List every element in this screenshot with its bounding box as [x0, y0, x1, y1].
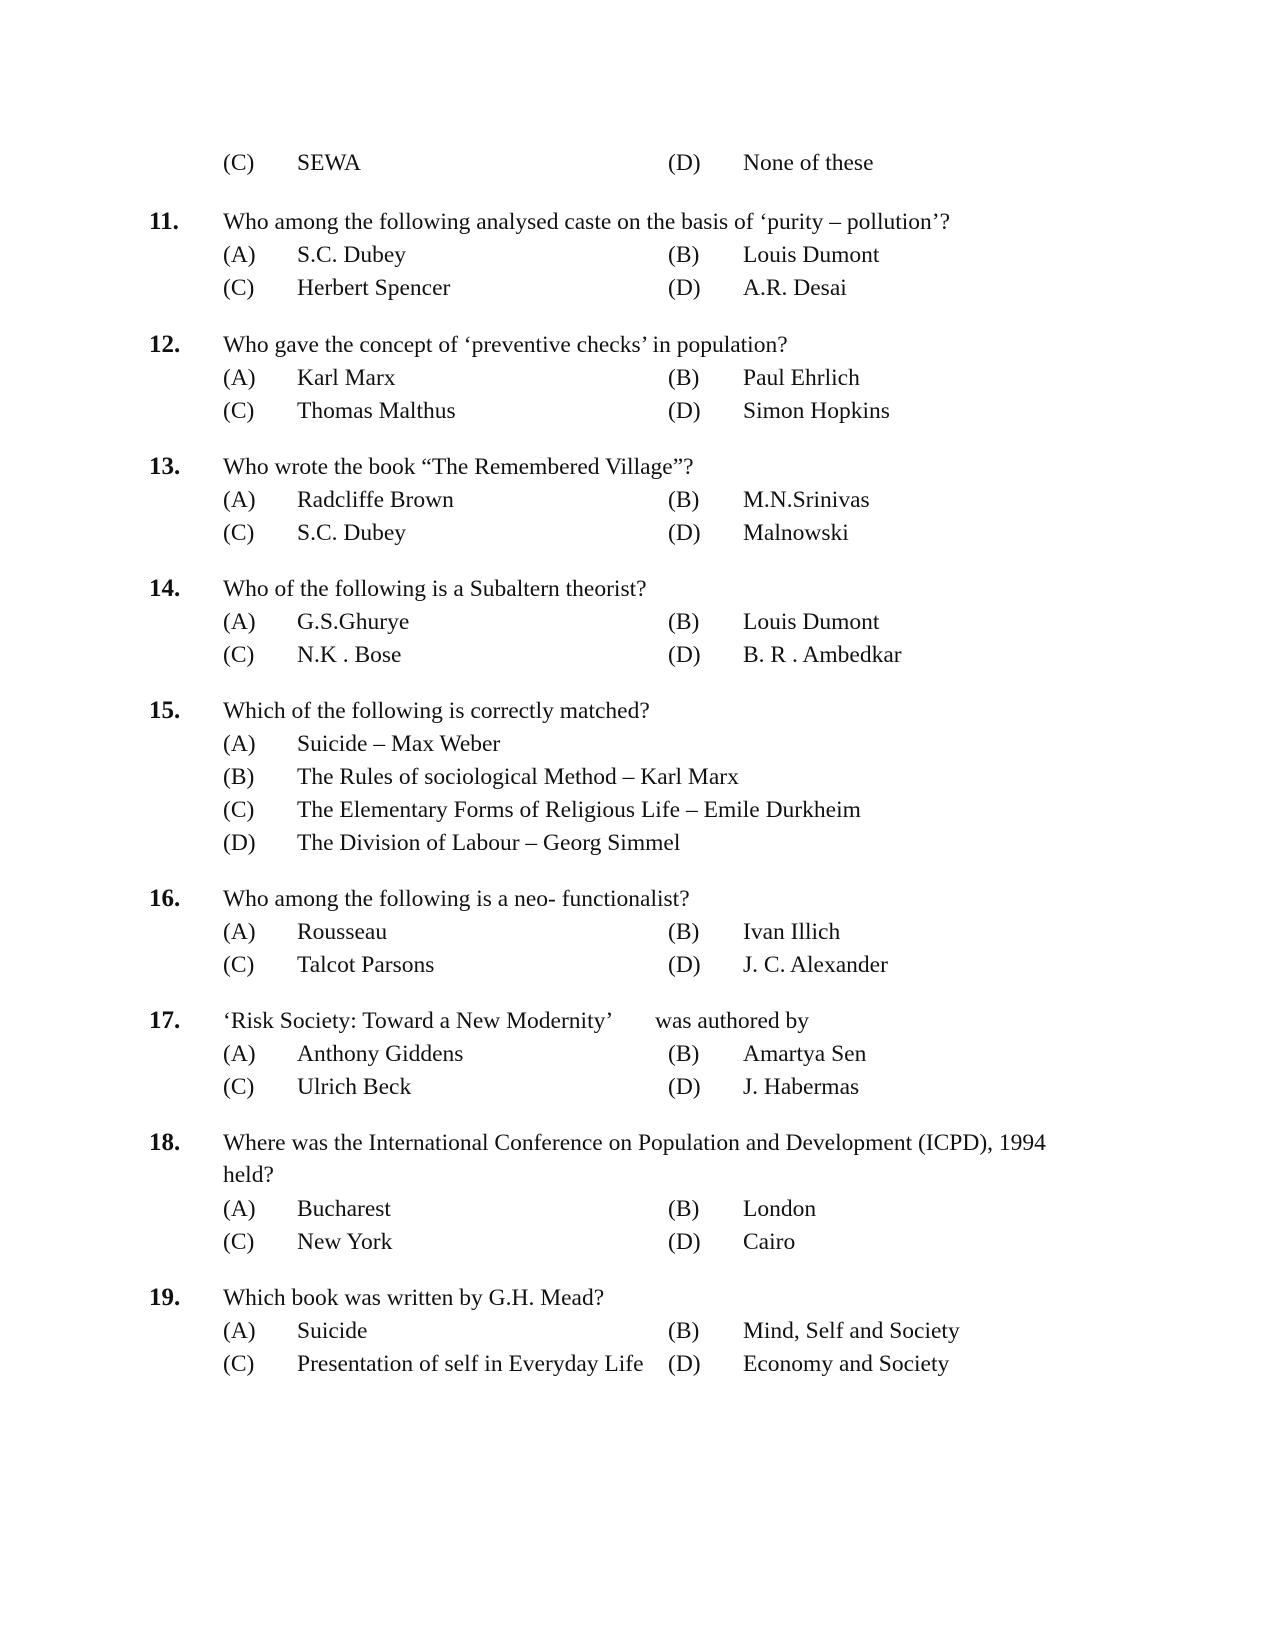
option-label: (D)	[668, 952, 701, 978]
option-label: (D)	[668, 642, 701, 668]
option-label: (A)	[223, 609, 256, 635]
option-label: (B)	[668, 242, 700, 268]
option-label: (B)	[668, 919, 700, 945]
option-text: Louis Dumont	[743, 242, 880, 268]
option-text: Anthony Giddens	[297, 1041, 464, 1067]
option-text: Cairo	[743, 1229, 796, 1255]
option-text: Ulrich Beck	[297, 1074, 412, 1100]
option-label: (B)	[668, 1318, 700, 1344]
option-label: (A)	[223, 365, 256, 391]
question-number: 17.	[149, 1007, 181, 1034]
question-number: 11.	[149, 208, 179, 235]
option-text: Ivan Illich	[743, 919, 841, 945]
option-text: The Elementary Forms of Religious Life – Emile Durkheim	[297, 797, 861, 823]
question-number: 19.	[149, 1284, 181, 1311]
option-text: Rousseau	[297, 919, 388, 945]
option-label: (A)	[223, 919, 256, 945]
option-label: (B)	[668, 487, 700, 513]
option-label: (C)	[223, 1074, 255, 1100]
option-label: (A)	[223, 731, 256, 757]
question-number: 13.	[149, 453, 181, 480]
question-text: ‘Risk Society: Toward a New Modernity’	[223, 1008, 614, 1034]
option-text: A.R. Desai	[743, 275, 847, 301]
option-text: N.K . Bose	[297, 642, 402, 668]
option-text: Karl Marx	[297, 365, 396, 391]
option-label: (C)	[223, 1351, 255, 1377]
option-text: M.N.Srinivas	[743, 487, 870, 513]
option-text: SEWA	[297, 150, 361, 176]
option-label: (A)	[223, 1318, 256, 1344]
option-text: Radcliffe Brown	[297, 487, 454, 513]
option-text: Suicide – Max Weber	[297, 731, 501, 757]
option-text: Talcot Parsons	[297, 952, 435, 978]
option-text: B. R . Ambedkar	[743, 642, 902, 668]
option-text: London	[743, 1196, 817, 1222]
question-text: Who of the following is a Subaltern theorist?	[223, 576, 647, 602]
option-text: J. Habermas	[743, 1074, 860, 1100]
option-label: (B)	[223, 764, 255, 790]
option-label: (A)	[223, 242, 256, 268]
option-text: S.C. Dubey	[297, 242, 407, 268]
option-text: New York	[297, 1229, 393, 1255]
option-text: Mind, Self and Society	[743, 1318, 960, 1344]
option-label: (B)	[668, 1196, 700, 1222]
option-text: Economy and Society	[743, 1351, 950, 1377]
option-label: (D)	[668, 275, 701, 301]
option-label: (D)	[668, 1351, 701, 1377]
option-label: (C)	[223, 150, 255, 176]
option-text: G.S.Ghurye	[297, 609, 410, 635]
question-text-tail: was authored by	[655, 1008, 810, 1034]
option-text: Simon Hopkins	[743, 398, 890, 424]
question-text: Which book was written by G.H. Mead?	[223, 1285, 605, 1311]
option-label: (D)	[668, 150, 701, 176]
option-label: (D)	[668, 398, 701, 424]
option-text: None of these	[743, 150, 874, 176]
question-number: 14.	[149, 575, 181, 602]
option-label: (A)	[223, 487, 256, 513]
option-label: (C)	[223, 1229, 255, 1255]
option-text: S.C. Dubey	[297, 520, 407, 546]
option-label: (B)	[668, 1041, 700, 1067]
option-label: (C)	[223, 275, 255, 301]
option-text: Bucharest	[297, 1196, 391, 1222]
question-text: Who among the following is a neo- functionalist?	[223, 886, 690, 912]
option-label: (B)	[668, 365, 700, 391]
option-label: (C)	[223, 398, 255, 424]
question-number: 18.	[149, 1129, 181, 1156]
option-text: Presentation of self in Everyday Life	[297, 1351, 644, 1377]
option-label: (B)	[668, 609, 700, 635]
option-label: (D)	[668, 1229, 701, 1255]
option-label: (D)	[223, 830, 256, 856]
option-text: The Rules of sociological Method – Karl Marx	[297, 764, 739, 790]
option-text: Suicide	[297, 1318, 368, 1344]
option-label: (C)	[223, 642, 255, 668]
option-label: (C)	[223, 797, 255, 823]
option-text: The Division of Labour – Georg Simmel	[297, 830, 681, 856]
option-text: Malnowski	[743, 520, 849, 546]
question-text: Who gave the concept of ‘preventive checks’ in population?	[223, 332, 788, 358]
question-text: Where was the International Conference on Population and Development (ICPD), 1994	[223, 1130, 1046, 1156]
option-label: (D)	[668, 1074, 701, 1100]
question-number: 15.	[149, 697, 181, 724]
option-text: Louis Dumont	[743, 609, 880, 635]
option-label: (C)	[223, 952, 255, 978]
option-label: (D)	[668, 520, 701, 546]
question-text: Who wrote the book “The Remembered Village”?	[223, 454, 694, 480]
option-text: Thomas Malthus	[297, 398, 456, 424]
option-label: (C)	[223, 520, 255, 546]
question-text: Who among the following analysed caste on the basis of ‘purity – pollution’?	[223, 209, 951, 235]
option-label: (A)	[223, 1041, 256, 1067]
question-number: 12.	[149, 331, 181, 358]
option-text: J. C. Alexander	[743, 952, 888, 978]
option-label: (A)	[223, 1196, 256, 1222]
option-text: Herbert Spencer	[297, 275, 451, 301]
question-number: 16.	[149, 885, 181, 912]
option-text: Paul Ehrlich	[743, 365, 860, 391]
question-text: Which of the following is correctly matched?	[223, 698, 650, 724]
question-text-line2: held?	[223, 1162, 274, 1188]
option-text: Amartya Sen	[743, 1041, 867, 1067]
